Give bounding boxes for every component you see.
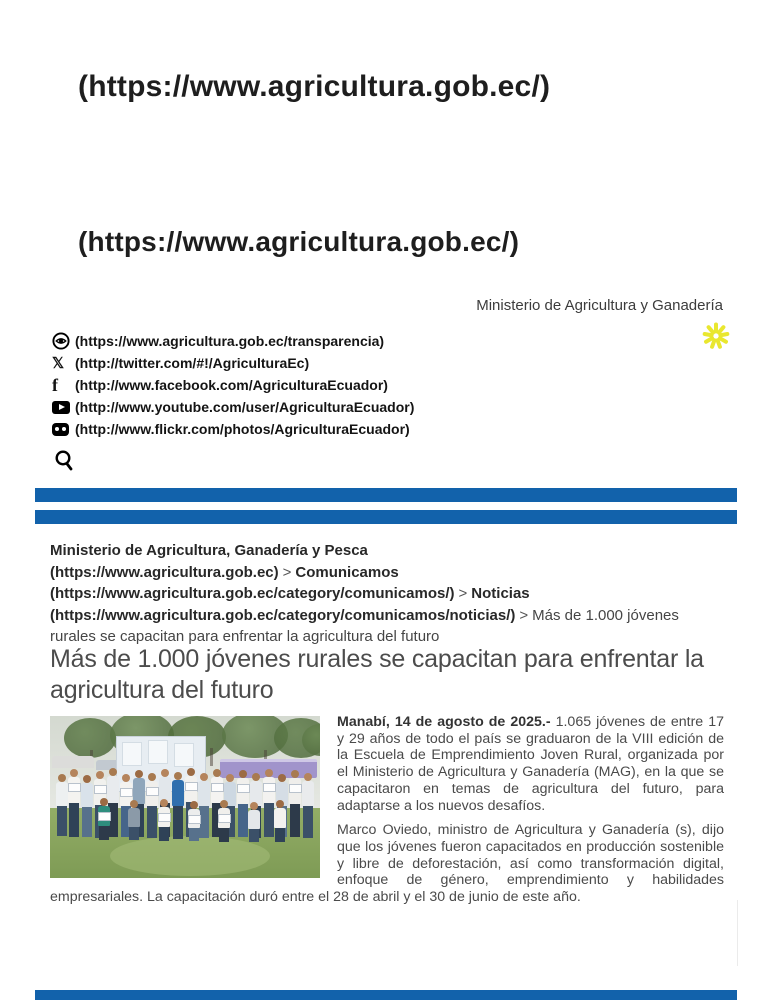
article-photo <box>50 716 320 878</box>
flickr-icon <box>52 423 75 436</box>
photo-person-legs <box>189 828 199 841</box>
link-twitter[interactable] <box>52 352 414 374</box>
header-blue-bar-bottom <box>35 510 737 524</box>
facebook-icon: f <box>52 375 58 395</box>
link-label: (http://www.youtube.com/user/AgriculturaEcuador) <box>75 399 415 415</box>
article-paragraph-1-text: 1.065 jóvenes de entre 17 y 29 años de todo el país se graduaron de la VIII edición de la Escuela de Emprendimiento Joven Rural, organizada por el Ministerio de Agricultura y Ganadería (MAG), en la que se capacitaron en temas de agricultura del futuro, para adaptarse a los nuevos desafíos. <box>337 714 725 814</box>
search-icon[interactable] <box>51 447 79 475</box>
photo-person-head <box>109 768 117 776</box>
photo-certificate <box>289 784 302 793</box>
link-label: (http://www.facebook.com/AgriculturaEcuador) <box>75 377 388 393</box>
photo-person-head <box>265 769 273 777</box>
photo-person-legs <box>238 804 248 837</box>
link-youtube[interactable] <box>52 396 414 418</box>
photo-person-head <box>291 770 299 778</box>
photo-person-head <box>148 773 156 781</box>
photo-person-head <box>83 775 91 783</box>
photo-certificate <box>68 783 81 792</box>
breadcrumb-link-noticias[interactable]: Noticias (https://www.agricultura.gob.ec/category/comunicamos/noticias/) <box>50 585 530 624</box>
article-paragraph-2: Marco Oviedo, ministro de Agricultura y Ganadería (s), dijo que los jóvenes fueron capacitados en producción sostenible y libre de deforestación, así como transformación digital, enfoque de género, emprendimiento y habilidades empresariales. La capacitación duró entre el 28 de abril y el 30 de junio de este año. <box>50 822 724 906</box>
photo-person-head <box>96 771 104 779</box>
photo-person-head <box>190 801 198 809</box>
photo-person-head <box>122 774 130 782</box>
photo-person-head <box>239 770 247 778</box>
photo-person-torso <box>172 780 184 806</box>
photo-person-head <box>58 774 66 782</box>
photo-certificate <box>218 814 231 823</box>
photo-person-head <box>278 774 286 782</box>
photo-grass-patch <box>110 836 270 876</box>
footer-blue-bar <box>35 990 737 1000</box>
photo-certificate <box>120 788 133 797</box>
photo-person-torso <box>81 783 93 807</box>
photo-person-head <box>187 768 195 776</box>
photo-tent-white <box>52 756 94 768</box>
photo-person-head <box>100 798 108 806</box>
photo-person-legs <box>147 806 157 838</box>
photo-person-torso <box>248 810 260 829</box>
photo-person-head <box>304 773 312 781</box>
photo-person-torso <box>274 808 286 828</box>
photo-person-legs <box>173 806 183 839</box>
photo-certificate <box>146 787 159 796</box>
photo-whiteboard-paper <box>122 742 142 766</box>
photo-certificate <box>211 783 224 792</box>
photo-person-legs <box>303 806 313 838</box>
photo-person-legs <box>129 827 139 840</box>
photo-person-torso <box>198 781 210 806</box>
photo-person-legs <box>264 803 274 837</box>
breadcrumb <box>50 540 710 648</box>
photo-person-legs <box>57 806 67 836</box>
photo-certificate <box>158 813 171 822</box>
photo-person-head <box>250 802 258 810</box>
photo-person-torso <box>107 776 119 803</box>
photo-person-head <box>220 800 228 808</box>
photo-whiteboard-paper <box>148 740 168 764</box>
photo-person-torso <box>128 808 140 827</box>
site-home-link-1[interactable]: (https://www.agricultura.gob.ec/) <box>78 70 551 103</box>
x-twitter-icon: 𝕏 <box>52 355 65 372</box>
link-flickr[interactable] <box>52 418 414 440</box>
photo-person-head <box>160 799 168 807</box>
breadcrumb-link-comunicamos[interactable]: Comunicamos (https://www.agricultura.gob.ec/category/comunicamos/) <box>50 563 455 602</box>
site-home-link-2[interactable]: (https://www.agricultura.gob.ec/) <box>78 226 520 257</box>
breadcrumb-link-home[interactable]: Ministerio de Agricultura, Ganadería y Pesca (https://www.agricultura.gob.ec) <box>50 542 368 581</box>
youtube-icon <box>52 401 75 414</box>
social-links <box>52 330 414 440</box>
photo-person-head <box>213 769 221 777</box>
photo-person-head <box>200 773 208 781</box>
link-facebook[interactable] <box>52 374 414 396</box>
photo-tree-trunk <box>210 748 213 766</box>
photo-certificate <box>263 783 276 792</box>
article-title: Más de 1.000 jóvenes rurales se capacitan para enfrentar la agricultura del futuro <box>50 645 704 704</box>
photo-certificate <box>185 782 198 791</box>
photo-person-head <box>252 773 260 781</box>
breadcrumb-current-page: Más de 1.000 jóvenes rurales se capacitan para enfrentar la agricultura del futuro <box>50 606 679 645</box>
photo-person-head <box>70 769 78 777</box>
link-label: (http://www.flickr.com/photos/AgriculturaEcuador) <box>75 421 410 437</box>
photo-person-torso <box>302 781 314 806</box>
loading-spinner-icon <box>702 322 730 355</box>
link-transparencia[interactable] <box>52 330 414 352</box>
photo-person-legs <box>249 829 259 842</box>
photo-person-legs <box>290 804 300 837</box>
photo-person-head <box>135 770 143 778</box>
photo-person-torso <box>56 782 68 806</box>
photo-person-head <box>276 800 284 808</box>
photo-person-legs <box>99 826 109 840</box>
photo-certificate <box>237 784 250 793</box>
photo-person-head <box>161 769 169 777</box>
photo-person-legs <box>69 803 79 837</box>
photo-person-head <box>226 774 234 782</box>
photo-person-head <box>130 800 138 808</box>
photo-person-head <box>174 772 182 780</box>
ministry-name: Ministerio de Agricultura y Ganadería <box>476 297 723 314</box>
breadcrumb-separator: > <box>458 585 468 602</box>
photo-person-legs <box>159 827 169 841</box>
breadcrumb-separator: > <box>282 563 292 581</box>
photo-certificate <box>94 785 107 794</box>
link-label: (http://twitter.com/#!/AgriculturaEc) <box>75 355 310 371</box>
breadcrumb-separator: > <box>519 606 529 624</box>
article-body <box>50 714 724 906</box>
photo-person-legs <box>275 828 285 842</box>
photo-person-legs <box>82 807 92 837</box>
photo-whiteboard-paper <box>174 743 194 767</box>
header-blue-bar-top <box>35 488 737 502</box>
article-dateline: Manabí, 14 de agosto de 2025.- <box>337 714 551 730</box>
photo-certificate <box>98 812 111 821</box>
content-right-border <box>737 900 738 966</box>
link-label: (https://www.agricultura.gob.ec/transparencia) <box>75 333 385 349</box>
transparency-eye-icon <box>52 332 75 350</box>
photo-certificate <box>188 815 201 824</box>
photo-person-legs <box>219 828 229 842</box>
